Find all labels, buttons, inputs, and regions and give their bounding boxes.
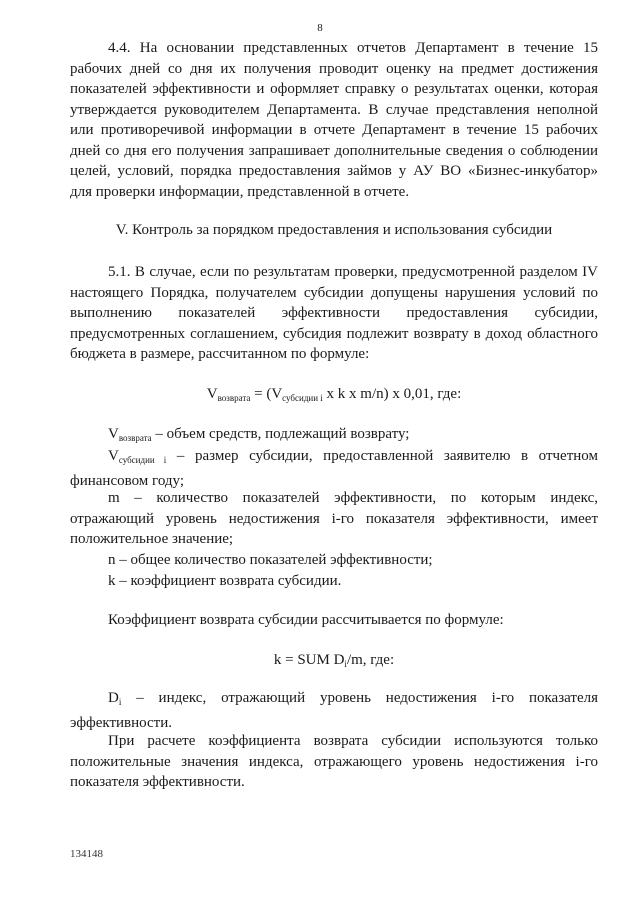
def-vs-sub: субсидии i [118, 455, 167, 465]
def-vs-symbol: V [108, 448, 119, 464]
def-d-text: – индекс, отражающий уровень недостижения i-го показателя эффективности. [70, 690, 598, 731]
footer-code: 134148 [70, 848, 103, 860]
formula-return [70, 384, 598, 409]
formula2-pre: k = SUM D [273, 652, 345, 668]
def-v-symbol: V [108, 426, 119, 442]
def-d-symbol: D [108, 690, 119, 706]
def-vs-text: – размер субсидии, предоставленной заявителю в отчетном финансовом году; [70, 448, 598, 489]
def-d-sub: i [118, 697, 122, 707]
formula-sub-subsidy: субсидии i [282, 393, 323, 403]
formula-sub-return: возврата [217, 393, 251, 403]
formula-coefficient [70, 650, 598, 675]
def-v-text: – объем средств, подлежащий возврату; [151, 426, 410, 442]
formula2-sub: i [344, 659, 347, 669]
formula-v: V [206, 386, 218, 402]
coefficient-intro: Коэффициент возврата субсидии рассчитывается по формуле: [108, 612, 504, 628]
definition-d [70, 688, 598, 733]
page-number: 8 [317, 22, 323, 34]
definition-n: n – общее количество показателей эффективности; [108, 552, 433, 568]
formula-rest: x k x m/n) x 0,01, где: [322, 386, 462, 402]
definition-k: k – коэффициент возврата субсидии. [108, 573, 342, 589]
paragraph-4-4: 4.4. На основании представленных отчетов Департамент в течение 15 рабочих дней со дня их получения проводит оценку на предмет достижения показателей эффективности и оформляет справку о результатах оценки, которая утверждается руководителем Департамента. В случае представления неполной или противоречивой информации в отчете Департамент в течение 15 рабочих дней со дня его получения запрашивает дополнительные сведения о соблюдении целей, условий, порядка предоставления займов у АУ ВО «Бизнес-инкубатор» для проверки информации, представленной в отчете. [70, 40, 598, 200]
definition-m: m – количество показателей эффективности, по которым индекс, отражающий уровень недостижения i-го показателя эффективности, имеет положительное значение; [70, 490, 598, 547]
paragraph-5-1: 5.1. В случае, если по результатам проверки, предусмотренной разделом IV настоящего Порядка, получателем субсидии допущены нарушения условий по выполнению показателей эффективности предоставления субсидии, предусмотренных соглашением, субсидия подлежит возврату в доход областного бюджета в размере, рассчитанном по формуле: [70, 264, 598, 362]
section-heading: V. Контроль за порядком предоставления и использования субсидии [115, 222, 553, 238]
closing-paragraph: При расчете коэффициента возврата субсидии используются только положительные значения индекса, отражающего уровень недостижения i-го показателя эффективности. [70, 733, 598, 790]
definition-v-return [70, 424, 598, 449]
definition-v-subsidy [70, 446, 598, 491]
def-v-sub: возврата [118, 433, 152, 443]
formula2-post: /m, где: [346, 652, 395, 668]
formula-mid: = (V [250, 386, 283, 402]
